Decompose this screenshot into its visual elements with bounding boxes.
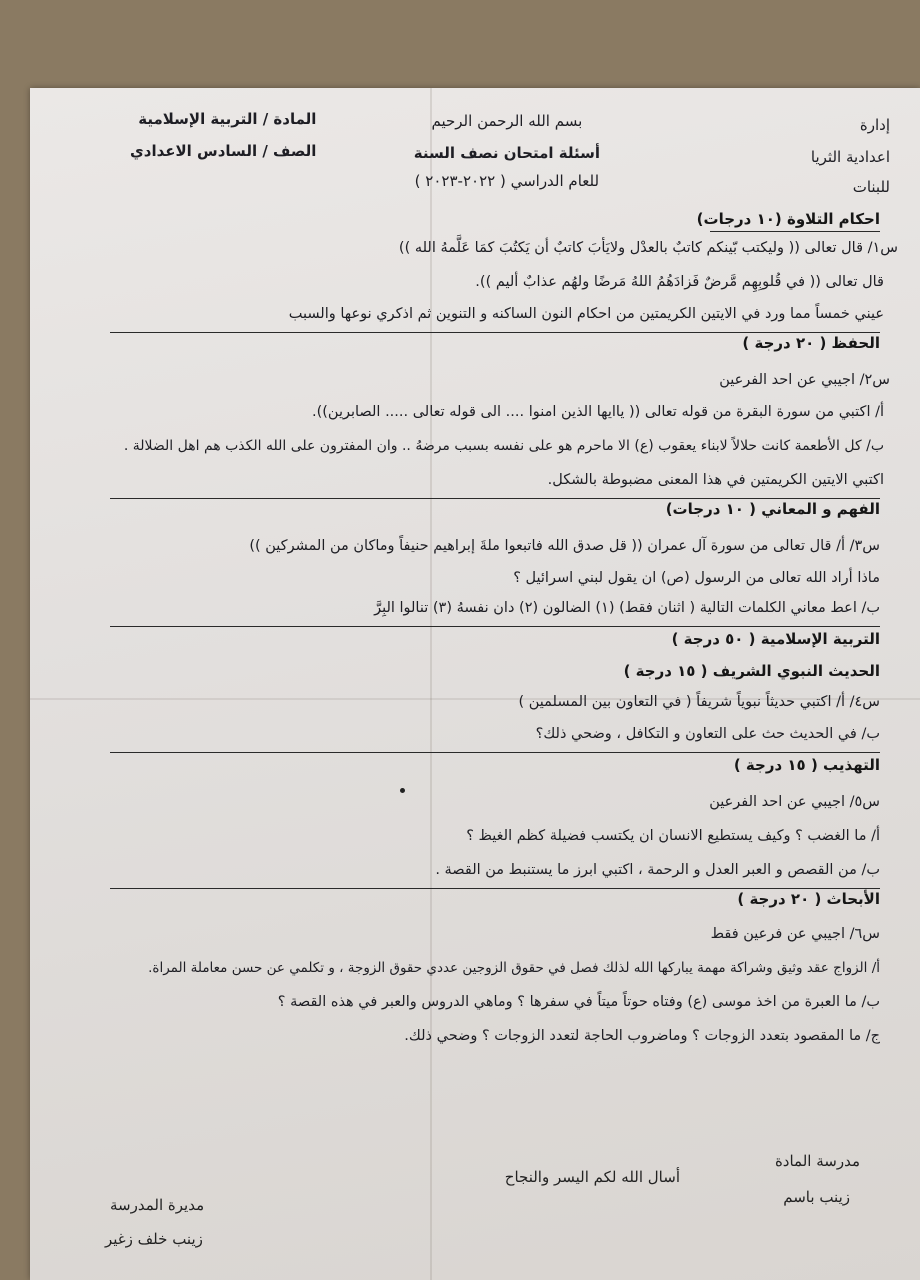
exam-title-block xyxy=(414,112,600,200)
teacher-title: مدرسة المادة xyxy=(774,1152,860,1170)
divider xyxy=(110,498,880,499)
q2-line-2: أ/ اكتبي من سورة البقرة من قوله تعالى (( ياايها الذين امنوا .... الى قوله تعالى ..... الصابرين)). xyxy=(311,404,884,420)
section-hadith-title: الحديث النبوي الشريف ( ١٥ درجة ) xyxy=(623,662,880,680)
q1-line-1: س١/ قال تعالى (( وليكتب بّينكم كاتبٌ بالعدْل ولايَأبَ كاتبٌ أن يَكتُبَ كمَا عَلَّمهُ الله )) xyxy=(398,240,898,256)
principal-title: مديرة المدرسة xyxy=(110,1196,205,1214)
q6-line-4: ج/ ما المقصود بتعدد الزوجات ؟ وماضروب الحاجة لتعدد الزوجات ؟ وضحي ذلك. xyxy=(404,1028,880,1044)
q4-line-1: س٤/ أ/ اكتبي حديثاً نبوياً شريفاً ( في التعاون بين المسلمين ) xyxy=(518,694,880,710)
q5-line-3: ب/ من القصص و العبر العدل و الرحمة ، اكتبي ابرز ما يستنبط من القصة . xyxy=(435,862,880,878)
section-tarbiya-title: التربية الإسلامية ( ٥٠ درجة ) xyxy=(671,630,880,648)
school-line-1: إدارة xyxy=(859,116,890,134)
section-hifz-title: الحفظ ( ٢٠ درجة ) xyxy=(742,334,880,352)
divider xyxy=(110,626,880,627)
q6-line-3: ب/ ما العبرة من اخذ موسى (ع) وفتاه حوتاً ميتاً في سفرها ؟ وماهي الدروس والعبر في هذه القصة ؟ xyxy=(277,994,880,1010)
paper-fold-vertical xyxy=(430,88,432,1280)
q2-line-1: س٢/ اجيبي عن احد الفرعين xyxy=(719,372,890,388)
closing-wish: أسال الله لكم اليسر والنجاح xyxy=(504,1168,680,1186)
grade: الصف / السادس الاعدادي xyxy=(130,142,317,160)
q2-line-4: اكتبي الايتين الكريمتين في هذا المعنى مضبوطة بالشكل. xyxy=(547,472,884,488)
school-line-3: للبنات xyxy=(852,178,890,196)
q2-line-3: ب/ كل الأطعمة كانت حلالاً لابناء يعقوب (ع) الا ماحرم هو على نفسه بسبب مرضهُ .. وان المفترون على الله الكذب هم اهل الضلالة . xyxy=(123,438,884,454)
q1-line-3: عيني خمساً مما ورد في الايتين الكريمتين من احكام النون الساكنه و التنوين ثم اذكري نوعها والسبب xyxy=(288,306,884,322)
divider xyxy=(110,752,880,753)
school-line-2: اعدادية الثريا xyxy=(810,148,890,166)
exam-paper xyxy=(30,88,920,1280)
exam-title: أسئلة امتحان نصف السنة xyxy=(413,144,600,162)
q4-line-2: ب/ في الحديث حث على التعاون و التكافل ، وضحي ذلك؟ xyxy=(535,726,880,742)
divider xyxy=(110,888,880,889)
principal-name: زينب خلف زغير xyxy=(105,1230,203,1248)
basmala: بسم الله الرحمن الرحيم xyxy=(431,112,583,130)
q3-line-2: ماذا أراد الله تعالى من الرسول (ص) ان يقول لبني اسرائيل ؟ xyxy=(513,570,880,586)
teacher-name: زينب باسم xyxy=(783,1188,850,1206)
q6-line-1: س٦/ اجيبي عن فرعين فقط xyxy=(710,926,880,942)
q3-line-3: ب/ اعط معاني الكلمات التالية ( اثنان فقط) (١) الضالون (٢) دان نفسهُ (٣) تنالوا البِرَّ xyxy=(374,600,880,616)
q6-line-2: أ/ الزواج عقد وثيق وشراكة مهمة يباركها الله لذلك فصل في حقوق الزوجين عددي حقوق الزوجة ، و تكلمي عن حسن معاملة المراة. xyxy=(148,960,880,976)
q1-line-2: قال تعالى (( في قُلوبِهِم مَّرضٌ فَزادَهُمُ اللهُ مَرضًا ولهُم عذابٌ أليم )). xyxy=(475,274,884,290)
q5-line-2: أ/ ما الغضب ؟ وكيف يستطيع الانسان ان يكتسب فضيلة كظم الغيظ ؟ xyxy=(466,828,880,844)
school-info xyxy=(811,116,890,206)
section-tahdhib-title: التهذيب ( ١٥ درجة ) xyxy=(733,756,880,774)
section-tilawa-title: احكام التلاوة (١٠ درجات) xyxy=(696,210,880,228)
ink-dot xyxy=(400,788,405,793)
academic-year: للعام الدراسي ( ٢٠٢٢-٢٠٢٣ ) xyxy=(414,172,600,190)
divider xyxy=(710,231,880,232)
section-abhath-title: الأبحاث ( ٢٠ درجة ) xyxy=(737,890,880,908)
section-fahm-title: الفهم و المعاني ( ١٠ درجات) xyxy=(665,500,880,518)
subject-info xyxy=(130,110,316,170)
q3-line-1: س٣/ أ/ قال تعالى من سورة آل عمران (( قل صدق الله فاتبعوا ملةَ إبراهيم حنيفاً وماكان من المشركين )) xyxy=(249,538,880,554)
divider xyxy=(110,332,880,333)
subject: المادة / التربية الإسلامية xyxy=(138,110,317,128)
q5-line-1: س٥/ اجيبي عن احد الفرعين xyxy=(709,794,880,810)
